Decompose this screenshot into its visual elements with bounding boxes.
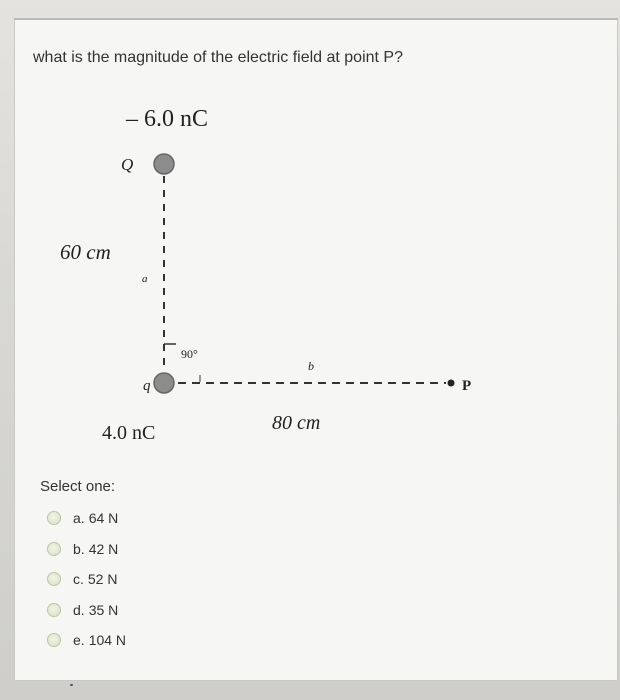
horizontal-side-letter: b: [308, 359, 314, 373]
vertical-distance-label: 60 cm: [60, 240, 111, 264]
screen-speck: [70, 684, 73, 686]
radio-button[interactable]: [47, 572, 61, 586]
radio-button[interactable]: [47, 633, 61, 647]
charge-bottom-value: 4.0 nC: [102, 422, 156, 444]
answer-options: [47, 503, 126, 656]
radio-button[interactable]: [47, 603, 61, 617]
option-value: 35 N: [88, 601, 119, 618]
charge-top-value: – 6.0 nC: [126, 106, 209, 132]
option-d[interactable]: [47, 595, 126, 626]
horizontal-distance-label: 80 cm: [272, 412, 321, 434]
option-label: [73, 571, 117, 587]
option-e[interactable]: [47, 625, 126, 656]
option-letter: d.: [73, 601, 85, 618]
radio-button[interactable]: [47, 542, 61, 556]
option-c[interactable]: [47, 564, 126, 595]
option-value: 64 N: [88, 510, 119, 527]
angle-label: 90°: [181, 347, 198, 361]
option-letter: b.: [73, 540, 85, 557]
radio-button[interactable]: [47, 511, 61, 525]
option-letter: e.: [73, 632, 85, 649]
charge-top-circle: [154, 154, 174, 174]
option-label: [73, 541, 118, 557]
option-letter: a.: [73, 510, 85, 527]
charge-bottom-circle: [154, 373, 174, 393]
question-text: what is the magnitude of the electric field at point P?: [33, 49, 403, 66]
option-label: [73, 632, 126, 648]
point-p-dot: [448, 380, 455, 387]
option-letter: c.: [73, 571, 84, 588]
option-b[interactable]: [47, 534, 126, 565]
charge-top-symbol: Q: [121, 155, 134, 174]
vertical-side-letter: a: [142, 273, 148, 285]
option-value: 42 N: [88, 540, 119, 557]
select-one-prompt: Select one:: [40, 478, 116, 495]
option-label: [73, 510, 118, 526]
point-p-label: P: [462, 378, 472, 394]
charge-bottom-symbol: q: [143, 378, 151, 394]
option-label: [73, 602, 118, 618]
option-value: 104 N: [88, 632, 127, 649]
option-value: 52 N: [87, 571, 118, 588]
option-a[interactable]: [47, 503, 126, 534]
